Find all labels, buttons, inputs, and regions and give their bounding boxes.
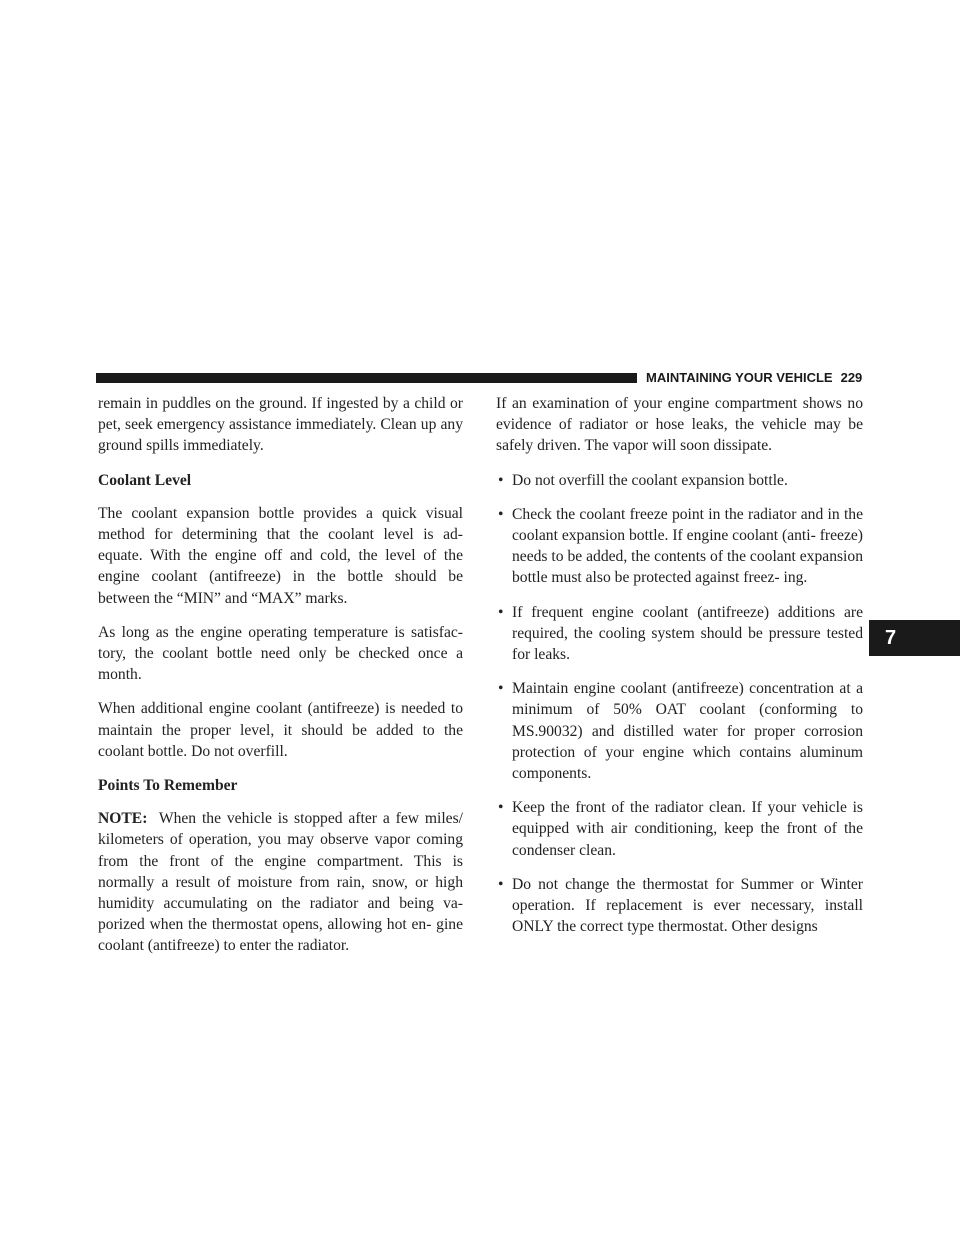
paragraph: remain in puddles on the ground. If ingested by a child or pet, seek emergency assistance immediately. Clean up any ground spills immediately. [98, 395, 463, 455]
paragraph: When additional engine coolant (antifreeze) is needed to maintain the proper level, it should be added to the coolant bottle. Do not overfill. [98, 700, 463, 760]
list-item: • If frequent engine coolant (antifreeze) additions are required, the cooling system should be pressure tested for leaks. [496, 602, 863, 666]
heading-coolant-level: Coolant Level [98, 471, 192, 489]
note-label: NOTE: [98, 810, 148, 828]
note-paragraph [98, 808, 463, 956]
paragraph: The coolant expansion bottle provides a quick visual method for determining that the coolant level is ad- equate. With the engine off and cold, the level of the engine coolant (antifreeze) in the bottle should be between the “MIN” and “MAX” marks. [98, 504, 463, 607]
running-header [646, 368, 866, 388]
left-column [98, 393, 463, 970]
right-column [496, 393, 863, 950]
list-item: • Maintain engine coolant (antifreeze) concentration at a minimum of 50% OAT coolant (conforming to MS.90032) and distilled water for proper corrosion protection of your engine which contains aluminum components. [496, 678, 863, 784]
page-number: 229 [840, 370, 863, 385]
heading-points-to-remember: Points To Remember [98, 777, 238, 795]
list-item: • Keep the front of the radiator clean. If your vehicle is equipped with air conditioning, keep the front of the condenser clean. [496, 797, 863, 861]
list-item: • Do not change the thermostat for Summer or Winter operation. If replacement is ever necessary, install ONLY the correct type thermostat. Other designs [496, 874, 863, 938]
list-item: • Check the coolant freeze point in the radiator and in the coolant expansion bottle. If engine coolant (anti- freeze) needs to be added, the contents of the coolant expansion bottle must also be protected against freez- ing. [496, 504, 863, 589]
section-title: MAINTAINING YOUR VEHICLE [646, 370, 833, 385]
header-rule [96, 373, 637, 383]
paragraph: If an examination of your engine compartment shows no evidence of radiator or hose leaks, the vehicle may be safely driven. The vapor will soon dissipate. [496, 395, 863, 455]
paragraph: As long as the engine operating temperature is satisfac- tory, the coolant bottle need only be checked once a month. [98, 623, 463, 684]
list-item: • Do not overfill the coolant expansion bottle. [496, 470, 863, 491]
chapter-tab: 7 [869, 620, 960, 656]
bullet-list [496, 470, 863, 938]
note-text: When the vehicle is stopped after a few miles/ kilometers of operation, you may observe vapor coming from the front of the engine compartment. This is normally a result of moisture from rain, snow, or high humidity accumulating on the radiator and being va- porized when the thermostat opens, allowing hot en- gine coolant (antifreeze) to enter the radiator. [98, 810, 463, 955]
